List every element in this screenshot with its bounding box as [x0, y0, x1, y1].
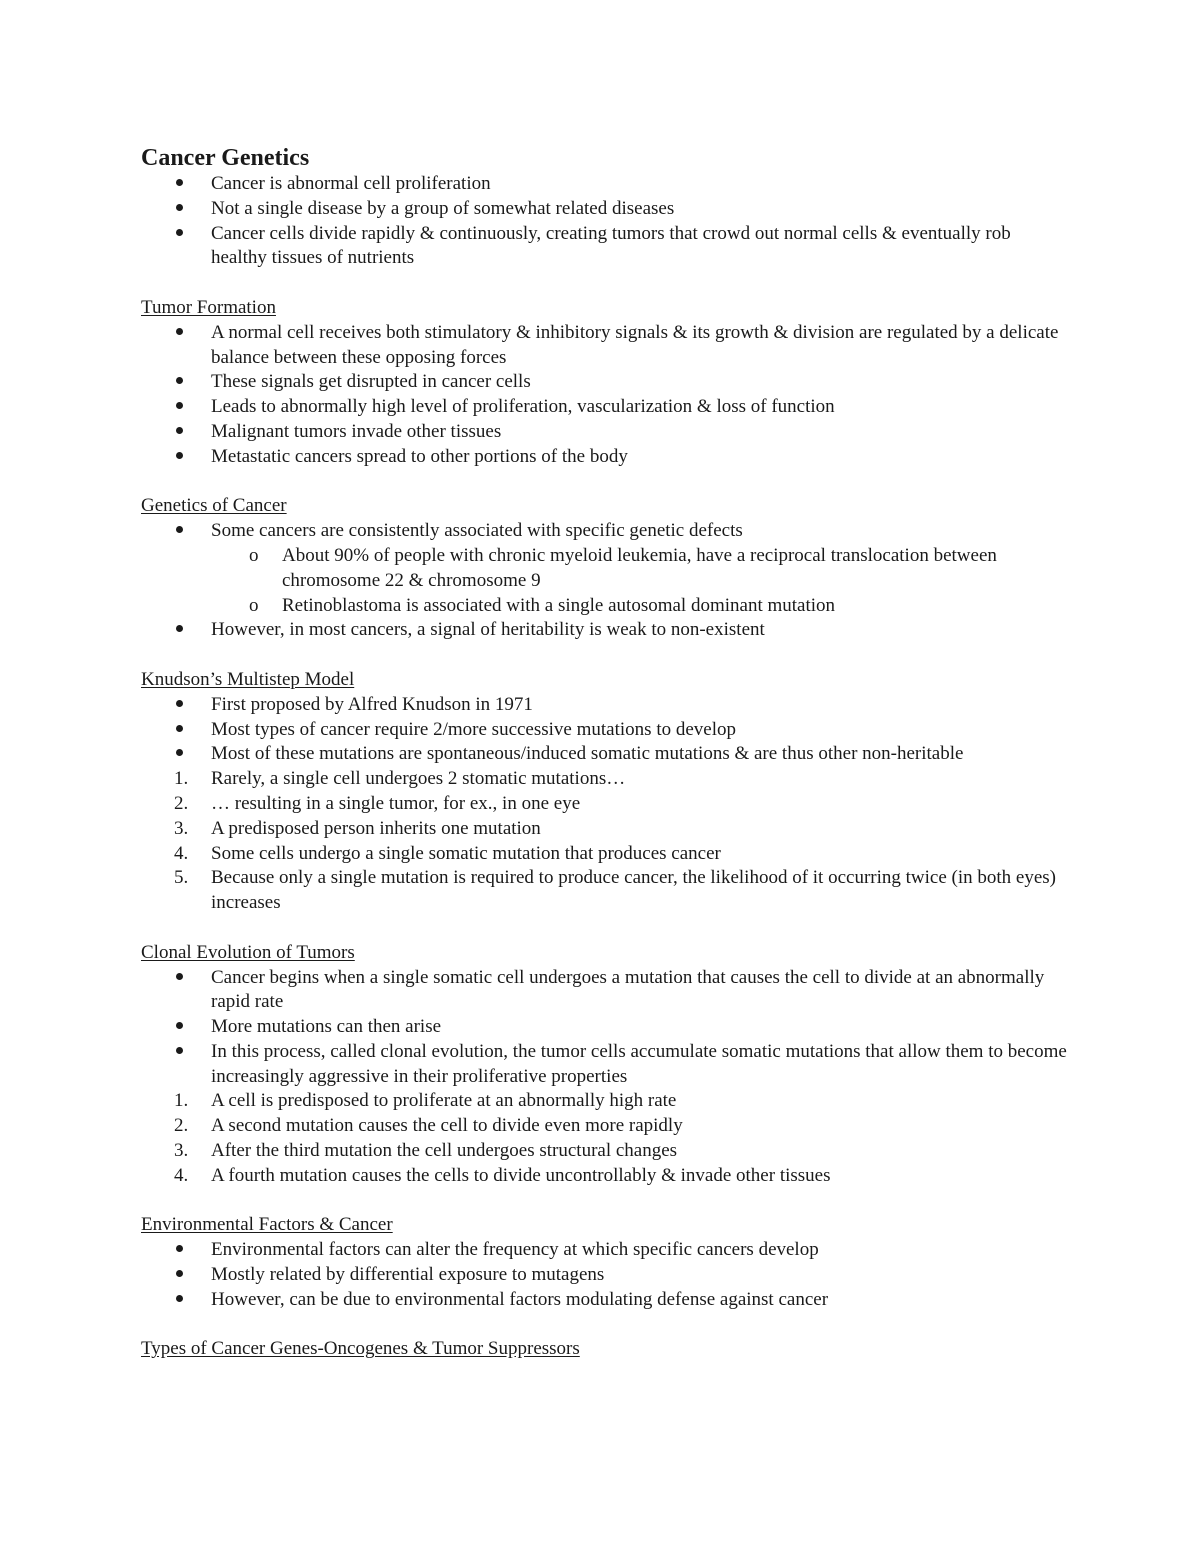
bullet-icon — [172, 1040, 202, 1065]
bullet-icon — [172, 693, 202, 718]
list-item: Environmental factors can alter the frequency at which specific cancers develop — [141, 1238, 1071, 1263]
list-item: Mostly related by differential exposure to mutagens — [141, 1263, 1071, 1288]
section-heading-clonal-evolution: Clonal Evolution of Tumors — [141, 941, 355, 963]
list-number: 1. — [174, 768, 189, 790]
list-item: Leads to abnormally high level of proliferation, vascularization & loss of function — [141, 395, 1071, 420]
bullet-icon — [172, 445, 202, 470]
bullet-icon — [172, 420, 202, 445]
list-item: A normal cell receives both stimulatory & inhibitory signals & its growth & division are regulated by a delicate balance between these opposing forces — [141, 321, 1071, 371]
numbered-list-item: 5. Because only a single mutation is required to produce cancer, the likelihood of it occurring twice (in both eyes) increases — [174, 867, 1056, 914]
list-item: First proposed by Alfred Knudson in 1971 — [141, 693, 1071, 718]
section-heading-environmental-factors: Environmental Factors & Cancer — [141, 1214, 393, 1236]
numbered-list-item: 4. A fourth mutation causes the cells to divide uncontrollably & invade other tissues — [141, 1164, 1071, 1189]
numbered-list-item: 3. After the third mutation the cell undergoes structural changes — [141, 1139, 1071, 1164]
list-number: 2. — [174, 792, 189, 814]
list-number: 1. — [174, 1090, 189, 1112]
bullet-icon — [172, 1015, 202, 1040]
list-number: 3. — [174, 1140, 189, 1162]
list-item: Malignant tumors invade other tissues — [141, 420, 1071, 445]
list-item: In this process, called clonal evolution, the tumor cells accumulate somatic mutations that allow them to become increasingly aggressive in their proliferative properties — [141, 1040, 1071, 1090]
list-number: 3. — [174, 817, 189, 839]
list-item: Some cancers are consistently associated with specific genetic defects — [141, 519, 1071, 544]
list-item: More mutations can then arise — [141, 1015, 1071, 1040]
bullet-icon — [172, 321, 202, 346]
numbered-list-item: 4. Some cells undergo a single somatic mutation that produces cancer — [141, 842, 1071, 867]
bullet-icon — [172, 618, 202, 643]
list-item: Cancer is abnormal cell proliferation — [141, 172, 1071, 197]
numbered-list-item: 3. A predisposed person inherits one mutation — [141, 817, 1071, 842]
bullet-icon — [172, 222, 202, 247]
list-item: However, in most cancers, a signal of heritability is weak to non-existent — [141, 618, 1071, 643]
bullet-icon — [172, 1263, 202, 1288]
circle-bullet-icon: o — [249, 594, 259, 616]
numbered-list-item: 2. … resulting in a single tumor, for ex., in one eye — [141, 792, 1071, 817]
bullet-icon — [172, 966, 202, 991]
list-number: 4. — [174, 842, 189, 864]
list-number: 2. — [174, 1115, 189, 1137]
bullet-icon — [172, 718, 202, 743]
section-heading-tumor-formation: Tumor Formation — [141, 296, 276, 318]
sub-list-item: o Retinoblastoma is associated with a single autosomal dominant mutation — [141, 594, 1071, 619]
circle-bullet-icon: o — [249, 544, 259, 566]
bullet-icon — [172, 742, 202, 767]
bullet-icon — [172, 1238, 202, 1263]
section-heading-knudson: Knudson’s Multistep Model — [141, 668, 355, 690]
list-item: Most of these mutations are spontaneous/induced somatic mutations & are thus other non-heritable — [141, 742, 1071, 767]
section-heading-types-of-cancer-genes: Types of Cancer Genes-Oncogenes & Tumor Suppressors — [141, 1338, 580, 1360]
numbered-list-item: 1. A cell is predisposed to proliferate at an abnormally high rate — [141, 1089, 1071, 1114]
document-page — [141, 144, 1071, 1362]
list-item: Most types of cancer require 2/more successive mutations to develop — [141, 718, 1071, 743]
list-item: Cancer begins when a single somatic cell undergoes a mutation that causes the cell to divide at an abnormally rapid rate — [141, 966, 1071, 1016]
list-item: Metastatic cancers spread to other portions of the body — [141, 445, 1071, 470]
list-item: These signals get disrupted in cancer cells — [141, 370, 1071, 395]
list-item: However, can be due to environmental factors modulating defense against cancer — [141, 1288, 1071, 1313]
list-number: 4. — [174, 1164, 189, 1186]
section-heading-genetics-of-cancer: Genetics of Cancer — [141, 495, 287, 517]
bullet-icon — [172, 172, 202, 197]
list-number: 5. — [174, 867, 189, 889]
numbered-list-item: 2. A second mutation causes the cell to divide even more rapidly — [141, 1114, 1071, 1139]
bullet-icon — [172, 370, 202, 395]
list-item: Cancer cells divide rapidly & continuously, creating tumors that crowd out normal cells & eventually rob healthy tissues of nutrients — [141, 222, 1071, 272]
list-item: Not a single disease by a group of somewhat related diseases — [141, 197, 1071, 222]
bullet-icon — [172, 395, 202, 420]
bullet-icon — [172, 1288, 202, 1313]
bullet-icon — [172, 519, 202, 544]
sub-list-item: o About 90% of people with chronic myeloid leukemia, have a reciprocal translocation between chromosome 22 & chromosome 9 — [249, 544, 997, 591]
numbered-list-item: 1. Rarely, a single cell undergoes 2 stomatic mutations… — [141, 767, 1071, 792]
document-title: Cancer Genetics — [141, 145, 310, 171]
bullet-icon — [172, 197, 202, 222]
